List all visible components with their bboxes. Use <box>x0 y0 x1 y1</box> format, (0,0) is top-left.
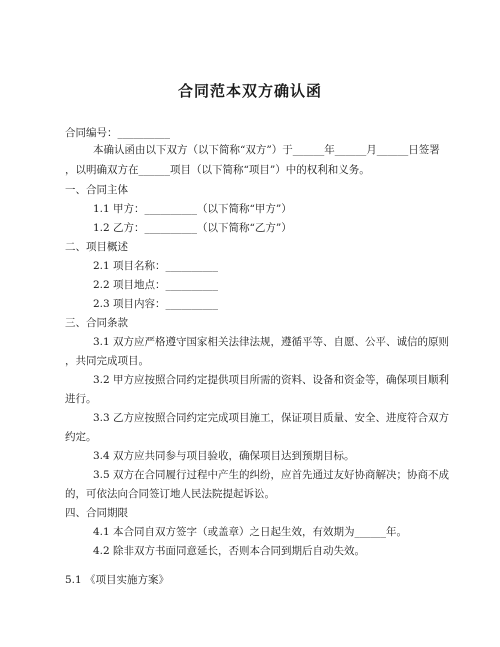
clause-3-3-line-1: 3.3 乙方应按照合同约定完成项目施工，保证项目质量、安全、进度符合双方 <box>93 412 450 424</box>
clause-3-2-line-2: 进行。 <box>65 393 97 405</box>
contract-number: 合同编号：__________ <box>65 127 170 139</box>
clause-3-5-line-2: 的，可依法向合同签订地人民法院提起诉讼。 <box>65 488 275 500</box>
clause-1-1: 1.1 甲方：__________（以下简称“甲方”） <box>93 203 292 215</box>
clause-3-3-line-2: 约定。 <box>65 431 97 443</box>
intro-line-1: 本确认函由以下双方（以下简称“双方”）于______年______月______日签署 <box>93 144 440 156</box>
clause-4-1: 4.1 本合同自双方签字（或盖章）之日起生效，有效期为______年。 <box>93 526 408 538</box>
clause-3-1-line-1: 3.1 双方应严格遵守国家相关法律法规，遵循平等、自愿、公平、诚信的原则 <box>93 336 450 348</box>
clause-3-4: 3.4 双方应共同参与项目验收，确保项目达到预期目标。 <box>93 450 355 462</box>
clause-3-1-line-2: ，共同完成项目。 <box>65 355 149 367</box>
clause-2-3: 2.3 项目内容：__________ <box>93 298 219 310</box>
section-heading: 三、合同条款 <box>65 317 128 329</box>
clause-3-2-line-1: 3.2 甲方应按照合同约定提供项目所需的资料、设备和资金等，确保项目顺利 <box>93 374 450 386</box>
clause-3-5-line-1: 3.5 双方在合同履行过程中产生的纠纷，应首先通过友好协商解决；协商不成 <box>93 469 450 481</box>
clause-5-1: 5.1 《项目实施方案》 <box>65 574 170 586</box>
document-title: 合同范本双方确认函 <box>177 82 322 100</box>
section-heading: 二、项目概述 <box>65 241 128 253</box>
intro-line-2: ，以明确双方在______项目（以下简称“项目”）中的权利和义务。 <box>65 164 370 176</box>
clause-2-1: 2.1 项目名称：__________ <box>93 260 219 272</box>
section-heading: 四、合同期限 <box>65 507 128 519</box>
clause-2-2: 2.2 项目地点：__________ <box>93 279 219 291</box>
clause-1-2: 1.2 乙方：__________（以下简称“乙方”） <box>93 222 292 234</box>
clause-4-2: 4.2 除非双方书面同意延长，否则本合同到期后自动失效。 <box>93 545 366 557</box>
section-heading: 一、合同主体 <box>65 184 128 196</box>
